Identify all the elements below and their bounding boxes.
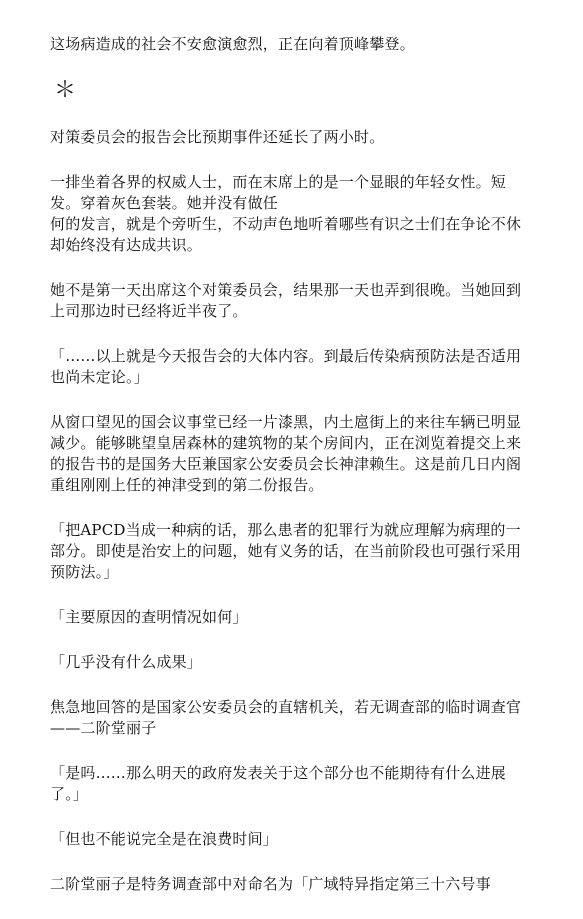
paragraph-10: 焦急地回答的是国家公安委员会的直辖机关，若无调查部的临时调查官——二阶堂丽子 (50, 698, 522, 737)
paragraph-4: 她不是第一天出席这个对策委员会，结果那一天也弄到很晚。当她回到上司那边时已经将近半夜了。 (50, 281, 522, 320)
paragraph-8: 「主要原因的查明情况如何」 (50, 608, 248, 626)
paragraph-2: 对策委员会的报告会比预期事件还延长了两小时。 (50, 128, 385, 146)
paragraph-3-line-2: 何的发言，就是个旁听生，不动声色地听着哪些有识之士们在争论不休却始终没有达成共识。 (50, 215, 522, 254)
paragraph-5: 「……以上就是今天报告会的大体内容。到最后传染病预防法是否适用也尚未定论。」 (50, 347, 522, 386)
document-body (50, 34, 530, 919)
paragraph-3-line-1: 一排坐着各界的权威人士，而在末席上的是一个显眼的年轻女性。短发。穿着灰色套装。她并没有做任 (50, 173, 507, 212)
paragraph-6: 从窗口望见的国会议事堂已经一片漆黑，内土扈街上的来往车辆已明显减少。能够眺望皇居森林的建筑物的某个房间内，正在浏览着提交上来的报告书的是国务大臣兼国家公安委员会长神津赖生。这是前几日内阁重组刚刚上任的神津受到的第二份报告。 (50, 413, 522, 494)
paragraph-1: 这场病造成的社会不安愈演愈烈，正在向着顶峰攀登。 (50, 35, 415, 53)
paragraph-9: 「几乎没有什么成果」 (50, 653, 203, 671)
paragraph-13: 二阶堂丽子是特务调查部中对命名为「广域特异指定第三十六号事 (50, 875, 491, 893)
paragraph-7: 「把APCD当成一种病的话，那么患者的犯罪行为就应理解为病理的一部分。即使是治安上的问题，她有义务的话，在当前阶段也可强行采用预防法。」 (50, 521, 522, 581)
section-separator: ＊ (54, 78, 77, 103)
paragraph-11: 「是吗……那么明天的政府发表关于这个部分也不能期待有什么进展了。」 (50, 764, 507, 803)
paragraph-12: 「但也不能说完全是在浪费时间」 (50, 830, 279, 848)
